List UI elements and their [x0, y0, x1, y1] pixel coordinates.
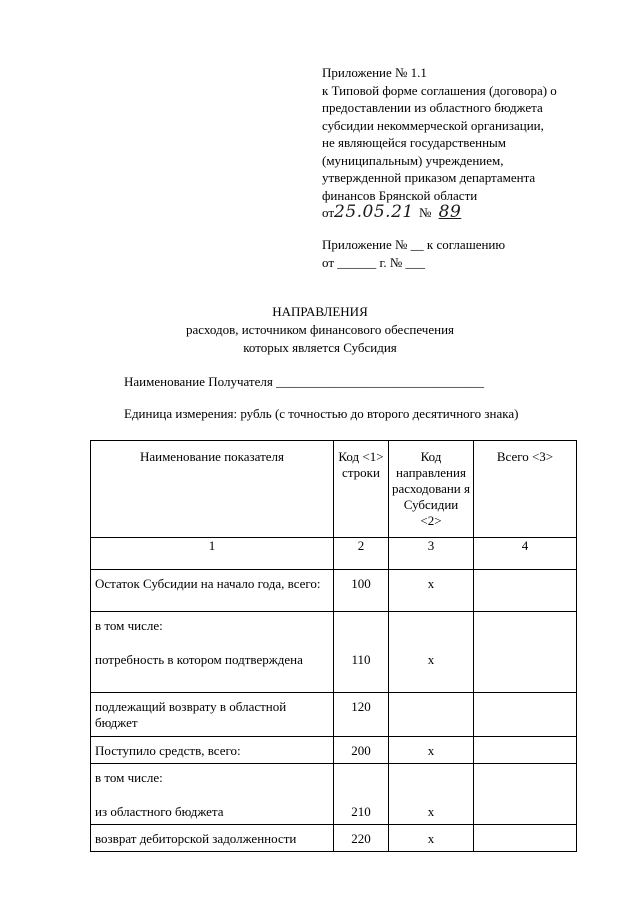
agreement-block	[322, 236, 505, 272]
appendix-line: (муниципальным) учреждением,	[322, 152, 504, 168]
column-number: 1	[91, 538, 334, 570]
directions-table	[90, 440, 577, 852]
row-direction-cell: x	[389, 570, 474, 612]
recipient-line: Наименование Получателя ________________________________	[124, 374, 485, 389]
row-total-cell	[474, 612, 577, 693]
row-direction-cell: x	[389, 764, 474, 825]
appendix-line: Приложение № 1.1	[322, 65, 427, 80]
row-code-cell: 220	[334, 825, 389, 852]
column-number: 2	[334, 538, 389, 570]
column-number-row	[91, 538, 577, 570]
table-row	[91, 612, 577, 693]
row-name-cell	[91, 764, 334, 825]
table-row	[91, 737, 577, 764]
row-name-cell	[91, 612, 334, 693]
appendix-line: утвержденной приказом департамента	[322, 170, 536, 185]
row-total-cell	[474, 737, 577, 764]
row-code-cell: 210	[334, 764, 389, 825]
heading-subtitle-2: которых является Субсидия	[243, 340, 397, 355]
appendix-block	[322, 64, 622, 222]
row-code-cell: 120	[334, 693, 389, 737]
header-cell-code: Код <1> строки	[334, 441, 389, 538]
table-row	[91, 764, 577, 825]
row-code-cell: 110	[334, 612, 389, 693]
table-row	[91, 693, 577, 737]
row-total-cell	[474, 570, 577, 612]
row-name-cell: Остаток Субсидии на начало года, всего:	[91, 570, 334, 612]
agreement-line-1: Приложение № __ к соглашению	[322, 237, 506, 252]
appendix-line: предоставлении из областного бюджета	[322, 100, 543, 115]
appendix-line: финансов Брянской области	[322, 187, 478, 203]
row-total-cell	[474, 825, 577, 852]
agreement-line-2: от ______ г. № ___	[322, 255, 426, 270]
order-date-line	[322, 204, 622, 222]
appendix-line: не являющейся государственным	[322, 135, 506, 150]
row-name-text: потребность в котором подтверждена	[95, 652, 303, 667]
date-prefix: от	[322, 205, 335, 220]
heading-subtitle-1: расходов, источником финансового обеспечения	[185, 322, 455, 337]
heading-title: НАПРАВЛЕНИЯ	[272, 304, 368, 319]
row-name-cell: подлежащий возврату в областной бюджет	[91, 693, 334, 737]
row-name-cell: Поступило средств, всего:	[91, 737, 334, 764]
column-number: 4	[474, 538, 577, 570]
table-row	[91, 570, 577, 612]
row-code-cell: 100	[334, 570, 389, 612]
handwritten-number: 89	[438, 202, 462, 222]
row-direction-cell: x	[389, 612, 474, 693]
row-direction-cell: x	[389, 825, 474, 852]
header-cell-total: Всего <3>	[474, 441, 577, 538]
row-direction-cell: x	[389, 737, 474, 764]
handwritten-date: 25.05.21	[334, 202, 414, 222]
row-code-cell: 200	[334, 737, 389, 764]
appendix-line: к Типовой форме соглашения (договора) о	[322, 82, 557, 98]
row-name-cell: возврат дебиторской задолженности	[91, 825, 334, 852]
header-cell-name: Наименование показателя	[91, 441, 334, 538]
row-direction-cell	[389, 693, 474, 737]
row-intro-text: в том числе:	[95, 618, 163, 633]
row-total-cell	[474, 693, 577, 737]
document-heading	[0, 303, 640, 357]
row-intro-text: в том числе:	[95, 770, 163, 785]
table-header-row	[91, 441, 577, 538]
table-row	[91, 825, 577, 852]
row-total-cell	[474, 764, 577, 825]
appendix-line: субсидии некоммерческой организации,	[322, 117, 544, 133]
number-prefix: №	[418, 205, 432, 220]
units-line: Единица измерения: рубль (с точностью до второго десятичного знака)	[124, 406, 519, 421]
column-number: 3	[389, 538, 474, 570]
row-name-text: из областного бюджета	[95, 804, 224, 819]
header-cell-direction: Код направления расходовани я Субсидии <2>	[389, 441, 474, 538]
